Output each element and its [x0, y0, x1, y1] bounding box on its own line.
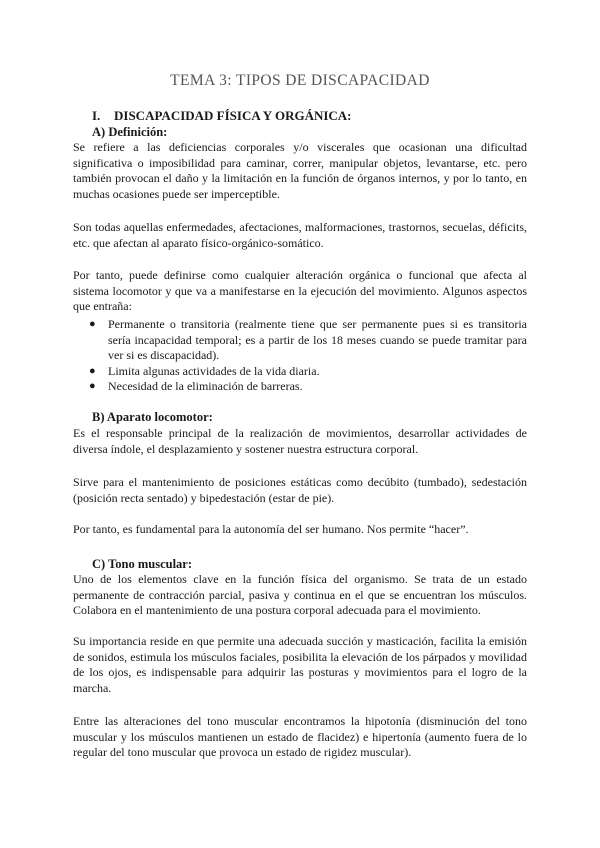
page-title: TEMA 3: TIPOS DE DISCAPACIDAD: [170, 72, 430, 89]
paragraph-locomotor-2: Sirve para el mantenimiento de posiciones estáticas como decúbito (tumbado), sedestación (posición recta sentado) y bipedestación (estar de pie).: [73, 475, 527, 505]
paragraph-locomotor-1: Es el responsable principal de la realización de movimientos, desarrollar actividades de diversa índole, el desplazamiento y sostener nuestra estructura corporal.: [73, 426, 527, 456]
paragraph-locomotor-3: Por tanto, es fundamental para la autonomía del ser humano. Nos permite “hacer”.: [73, 522, 469, 536]
paragraph-tono-1: Uno de los elementos clave en la función física del organismo. Se trata de un estado permanente de contracción parcial, pasiva y continua en el que se encuentran los músculos. Colabora en el mantenimiento de una postura corporal adecuada para el movimiento.: [73, 572, 527, 618]
section-heading-text: DISCAPACIDAD FÍSICA Y ORGÁNICA:: [114, 108, 352, 123]
list-item: ● Necesidad de la eliminación de barreras.: [89, 379, 303, 394]
section-heading-1: [92, 108, 352, 124]
list-item: ● Permanente o transitoria (realmente tiene que ser permanente pues si es transitoria sería incapacidad temporal; es a partir de los 18 meses cuando se puede tramitar para ver si es discapacidad).: [89, 317, 527, 363]
paragraph-tono-3: Entre las alteraciones del tono muscular encontramos la hipotonía (disminución del tono muscular y los músculos mantienen un estado de flacidez) e hipertonía (aumento fuera de lo regular del tono muscular que provoca un estado de rigidez muscular).: [73, 714, 527, 760]
bullet-icon: ●: [89, 364, 96, 377]
bullet-icon: ●: [89, 318, 96, 330]
subheading-tono-muscular: C) Tono muscular:: [92, 557, 193, 571]
paragraph-definicion-1: Se refiere a las deficiencias corporales y/o viscerales que ocasionan una dificultad significativa o imposibilidad para caminar, correr, manipular objetos, levantarse, etc. pero también provocan el daño y la limitación en la función de órganos internos, y por lo tanto, en muchas ocasiones puede ser imperceptible.: [73, 140, 527, 201]
paragraph-tono-2: Su importancia reside en que permite una adecuada succión y masticación, facilita la emisión de sonidos, estimula los músculos faciales, posibilita la elevación de los párpados y movilidad de los ojos, es indispensable para adquirir las posturas y movimientos para el logro de la marcha.: [73, 634, 527, 695]
list-item: ● Limita algunas actividades de la vida diaria.: [89, 363, 320, 378]
section-number: I.: [92, 108, 101, 123]
paragraph-definicion-2: Son todas aquellas enfermedades, afectaciones, malformaciones, trastornos, secuelas, déficits, etc. que afectan al aparato físico-orgánico-somático.: [73, 220, 527, 250]
paragraph-definicion-3: Por tanto, puede definirse como cualquier alteración orgánica o funcional que afecta al sistema locomotor y que va a manifestarse en la ejecución del movimiento. Algunos aspectos que entraña:: [73, 268, 527, 314]
subheading-aparato-locomotor: B) Aparato locomotor:: [92, 410, 213, 424]
subheading-definicion: A) Definición:: [92, 125, 168, 139]
aspect-list: [73, 317, 527, 395]
bullet-icon: ●: [89, 380, 96, 393]
